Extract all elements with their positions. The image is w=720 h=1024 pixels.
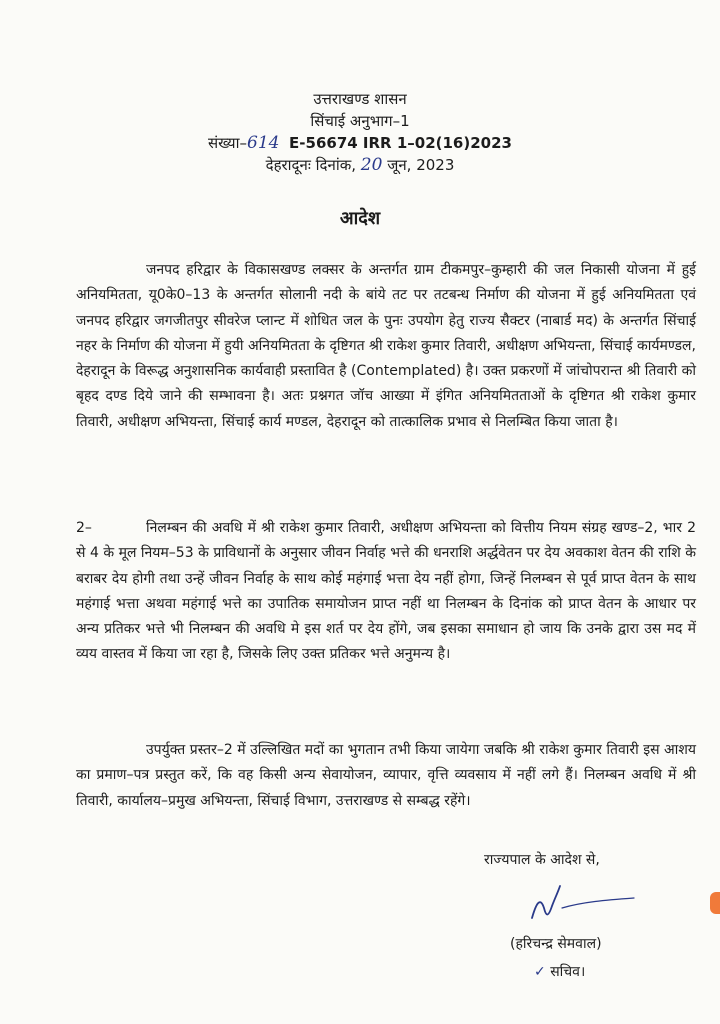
tick-mark-icon: ✓	[534, 964, 546, 980]
date-line	[0, 154, 720, 176]
governor-order-line: राज्यपाल के आदेश से,	[484, 852, 600, 868]
paragraph-3-text: उपर्युक्त प्रस्तर–2 में उल्लिखित मदों का भुगतान तभी किया जायेगा जबकि श्री राकेश कुमार तिवारी इस आशय का प्रमाण–पत्र प्रस्तुत करें, कि वह किसी अन्य सेवायोजन, व्यापार, वृत्ति व्यवसाय में नहीं लगे हैं। निलम्बन अवधि में श्री तिवारी, कार्यालय–प्रमुख अभियन्ता, सिंचाई विभाग, उत्तराखण्ड से सम्बद्ध रहेंगे।	[76, 742, 696, 809]
paragraph-3	[76, 738, 696, 814]
paragraph-1	[76, 258, 696, 435]
section-name: सिंचाई अनुभाग–1	[310, 112, 410, 130]
handwritten-number: 614	[247, 133, 280, 153]
designation-text: सचिव।	[550, 964, 586, 980]
paragraph-2-text: निलम्बन की अवधि में श्री राकेश कुमार तिवारी, अधीक्षण अभियन्ता को वित्तीय नियम संग्रह खण्ड–2, भार 2 से 4 के मूल नियम–53 के प्राविधानों के अनुसार जीवन निर्वाह भत्ते की धनराशि अर्द्धवेतन पर देय अवकाश वेतन की राशि के बराबर देय होगी तथा उन्हें जीवन निर्वाह के साथ कोई महंगाई भत्ता देय नहीं होगा, जिन्हें निलम्बन से पूर्व प्राप्त वेतन के साथ महंगाई भत्ता अथवा महंगाई भत्ते का उपातिक समायोजन प्राप्त नहीं था निलम्बन के दिनांक को प्राप्त वेतन के आधार पर अन्य प्रतिकर भत्ते भी निलम्बन की अवधि मे इस शर्त पर देय होंगे, जब इसका समाधान हो जाय कि उनके द्वारा उस मद में व्यय वास्तव में किया जा रहा है, जिसके लिए उक्त प्रतिकर भत्ते अनुमन्य है।	[76, 520, 696, 663]
date-prefix: देहरादूनः दिनांक,	[265, 156, 356, 174]
date-suffix: जून, 2023	[387, 156, 455, 174]
paragraph-1-text: जनपद हरिद्वार के विकासखण्ड लक्सर के अन्तर्गत ग्राम टीकमपुर–कुम्हारी की जल निकासी योजना में हुई अनियमितता, यू0के0–13 के अन्तर्गत सोलानी नदी के बांये तट पर तटबन्ध निर्माण की योजना में हुई अनियमितता एवं जनपद हरिद्वार जगजीतपुर सीवरेज प्लान्ट में शोधित जल के पुनः उपयोग हेतु राज्य सैक्टर (नाबार्ड मद) के अन्तर्गत सिंचाई नहर के निर्माण की योजना में हुयी अनियमितता के दृष्टिगत श्री राकेश कुमार तिवारी, अधीक्षण अभियन्ता, सिंचाई कार्यमण्डल, देहरादून के विरूद्ध अनुशासनिक कार्यवाही प्रस्तावित है (Contemplated) है। उक्त प्रकरणों में जांचोपरान्त श्री तिवारी को बृहद दण्ड दिये जाने की सम्भावना है। अतः प्रश्नगत जॉच आख्या में इंगित अनियमितताओं के दृष्टिगत श्री राकेश कुमार तिवारी, अधीक्षण अभियन्ता, सिंचाई कार्य मण्डल, देहरादून को तात्कालिक प्रभाव से निलम्बित किया जाता है।	[76, 262, 696, 430]
document-header	[0, 88, 720, 176]
signatory-designation	[534, 962, 585, 981]
paragraph-2	[76, 516, 696, 668]
government-name: उत्तराखण्ड शासन	[313, 90, 407, 108]
signatory-name: (हरिचन्द्र सेमवाल)	[510, 936, 602, 952]
reference-number	[0, 132, 720, 154]
document-title: आदेश	[339, 208, 381, 229]
handwritten-signature	[522, 878, 642, 938]
edge-marker	[710, 892, 720, 914]
paragraph-2-number: 2–	[76, 520, 92, 536]
reference-code: E-56674 IRR 1–02(16)2023	[289, 134, 512, 152]
handwritten-date: 20	[360, 155, 383, 175]
number-label: संख्या–	[208, 134, 248, 152]
